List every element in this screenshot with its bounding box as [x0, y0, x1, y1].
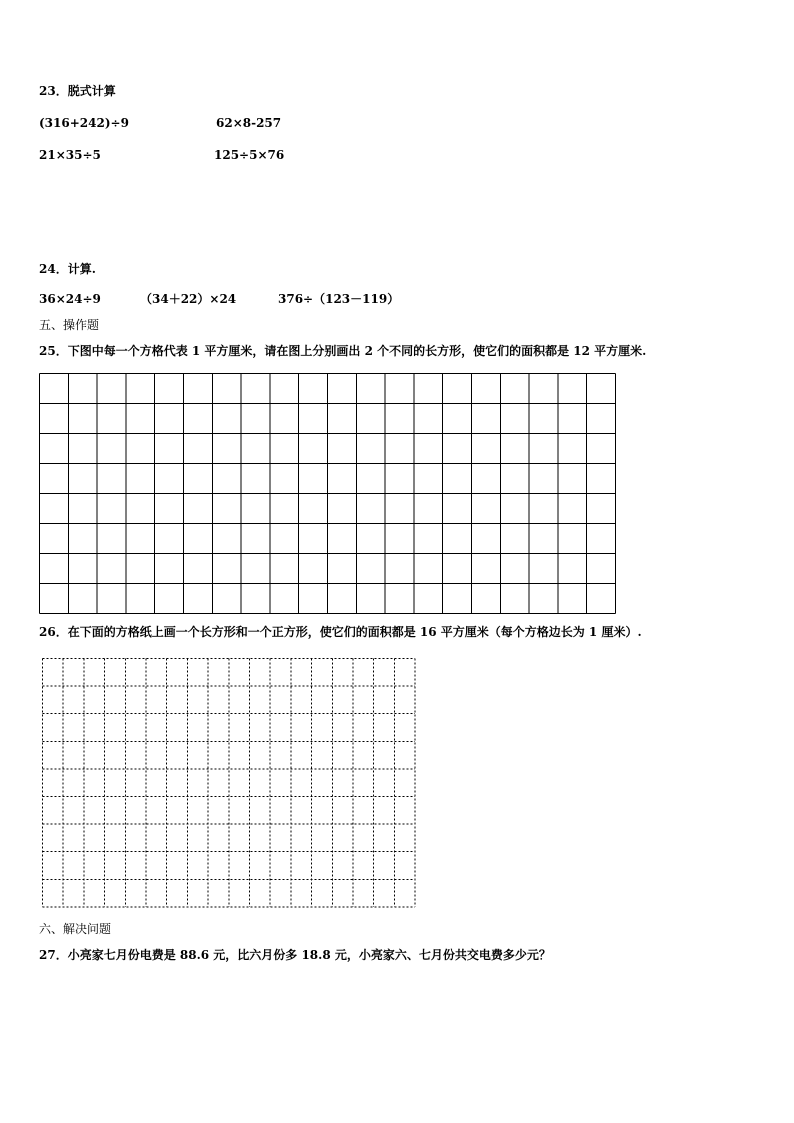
q23-expression-4: 125÷5×76 [214, 148, 285, 162]
section-6-title: 六、解决问题 [39, 922, 112, 936]
square-grid-q25[interactable] [39, 373, 619, 615]
dotted-grid-q26[interactable] [42, 658, 418, 910]
q24-expression-3: 376÷（123－119） [278, 292, 400, 306]
q25-text: 25．下图中每一个方格代表 1 平方厘米，请在图上分别画出 2 个不同的长方形，使它们的面积都是 12 平方厘米. [39, 344, 647, 358]
section-5-title: 五、操作题 [39, 318, 100, 332]
q24-title: 24．计算. [39, 262, 96, 276]
q26-text: 26．在下面的方格纸上画一个长方形和一个正方形，使它们的面积都是 16 平方厘米（每个方格边长为 1 厘米）. [39, 625, 642, 639]
q24-expression-2: （34＋22）×24 [140, 292, 237, 306]
q23-title: 23．脱式计算 [39, 84, 116, 98]
q24-expression-1: 36×24÷9 [39, 292, 101, 306]
q27-text: 27．小亮家七月份电费是 88.6 元，比六月份多 18.8 元，小亮家六、七月份共交电费多少元？ [39, 948, 551, 962]
q23-expression-1: (316+242)÷9 [39, 116, 129, 130]
q23-expression-3: 21×35÷5 [39, 148, 101, 162]
q23-expression-2: 62×8-257 [216, 116, 282, 130]
